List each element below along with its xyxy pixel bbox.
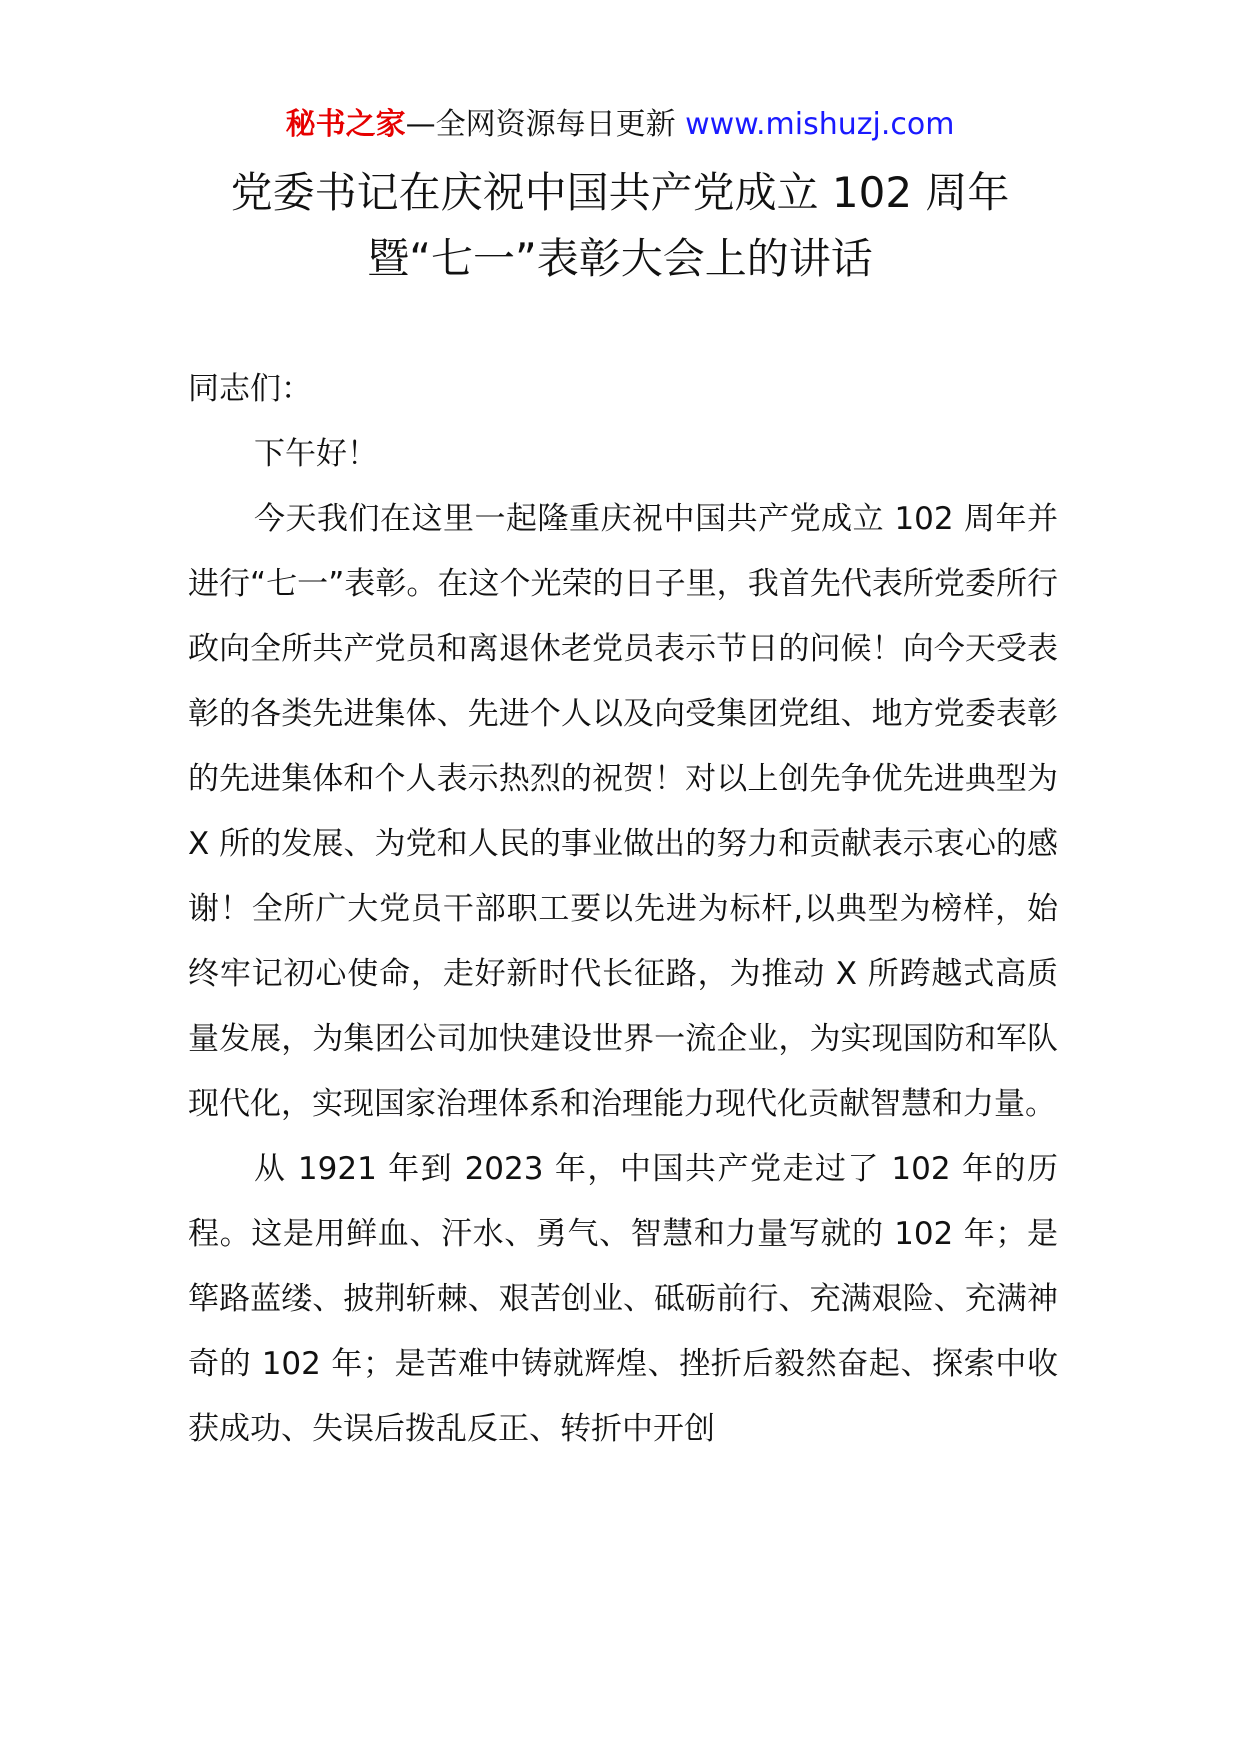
title-line-1: 党委书记在庆祝中国共产党成立 102 周年	[230, 168, 1010, 217]
brand-name: 秘书之家	[285, 107, 406, 142]
watermark-header	[0, 98, 1240, 152]
site-url-link[interactable]: www.mishuzj.com	[685, 107, 955, 142]
greeting-paragraph: 下午好！	[254, 436, 378, 472]
opening-paragraph: 今天我们在这里一起隆重庆祝中国共产党成立 102 周年并进行“七一”表彰。在这个光荣的日子里，我首先代表所党委所行政向全所共产党员和离退休老党员表示节日的问候！向今天受表彰的各类先进集体、先进个人以及向受集团党组、地方党委表彰的先进集体和个人表示热烈的祝贺！对以上创先争优先进典型为 X 所的发展、为党和人民的事业做出的努力和贡献表示衷心的感谢！全所广大党员干部职工要以先进为标杆,以典型为榜样，始终牢记初心使命，走好新时代长征路，为推动 X 所跨越式高质量发展，为集团公司加快建设世界一流企业，为实现国防和军队现代化，实现国家治理体系和治理能力现代化贡献智慧和力量。	[188, 501, 1058, 1122]
history-paragraph: 从 1921 年到 2023 年，中国共产党走过了 102 年的历程。这是用鲜血、汗水、勇气、智慧和力量写就的 102 年；是筚路蓝缕、披荆斩棘、艰苦创业、砥砺前行、充满艰险、充满神奇的 102 年；是苦难中铸就辉煌、挫折后毅然奋起、探索中收获成功、失误后拨乱反正、转折中开创	[188, 1151, 1058, 1447]
document-title	[0, 160, 1240, 292]
header-tagline: —全网资源每日更新	[405, 107, 686, 142]
title-line-2: 暨“七一”表彰大会上的讲话	[367, 234, 873, 283]
salutation: 同志们：	[188, 371, 312, 407]
document-body	[188, 357, 1058, 1462]
